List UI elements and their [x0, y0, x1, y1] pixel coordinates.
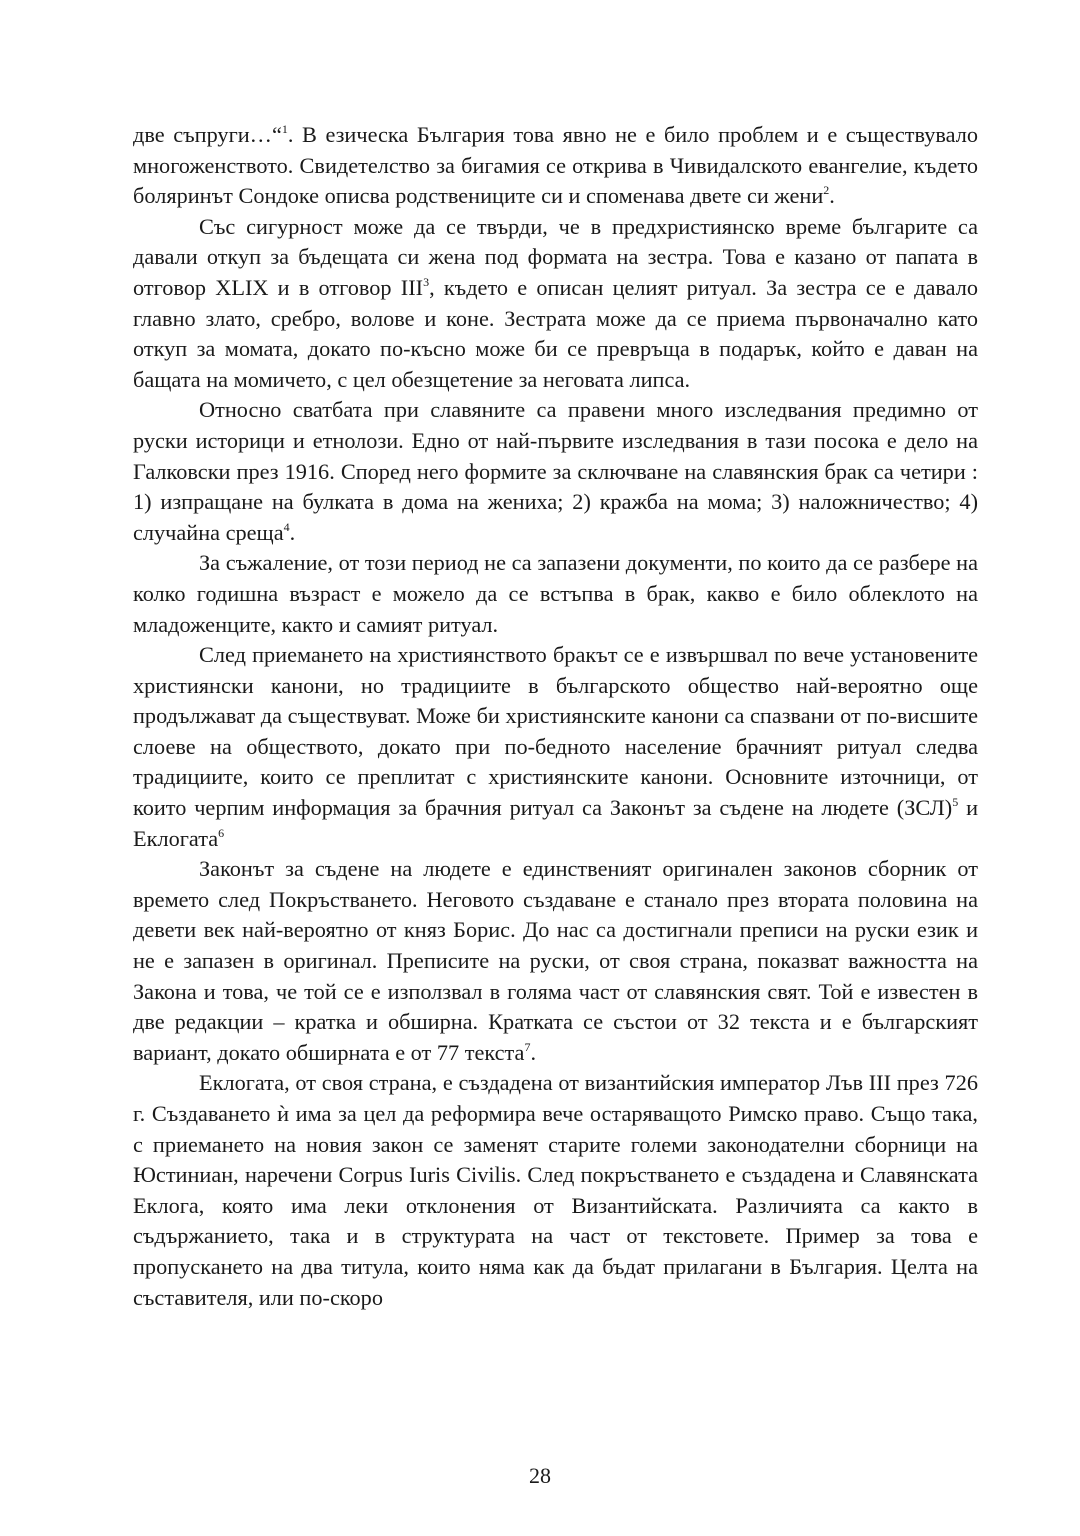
paragraph-2	[133, 212, 978, 396]
paragraph-text: .	[289, 519, 296, 545]
paragraph-text: Еклогата, от своя страна, е създадена от византийския император Лъв III през 726 г. Създаването ѝ има за цел да реформира вече остаряващото Римско право. Също така, с приемането на новия закон се заменят старите големи законодателни сборници на Юстиниан, наречени Corpus Iuris Civilis. След покръстването е създадена и Славянската Еклога, която има леки отклонения от Византийската. Различията са както в съдържанието, така и в структурата на част от текстовете. Пример за това е пропускането на два титула, които няма как да бъдат прилагани в България. Целта на съставителя, или по-скоро	[133, 1070, 978, 1310]
paragraph-7	[133, 1068, 978, 1313]
page-body	[133, 120, 978, 1313]
paragraph-text: За съжаление, от този период не са запазени документи, по които да се разбере на колко годишна възраст е можело да се встъпва в брак, какво е било облеклото на младоженците, както и самият ритуал.	[133, 550, 978, 637]
footnote-marker: 7	[524, 1039, 531, 1054]
paragraph-3	[133, 395, 978, 548]
paragraph-6	[133, 854, 978, 1068]
footnote-marker: 5	[952, 795, 959, 810]
paragraph-4	[133, 548, 978, 640]
paragraph-text: След приемането на християнството бракът се е извършвал по вече установените християнски канони, но традициите в българското общество най-вероятно още продължават да съществуват. Може би християнските канони са спазвани от по-висшите слоеве на обществото, докато при по-бедното население брачният ритуал следва традициите, които се преплитат с християнските канони. Основните източници, от които черпим информация за брачния ритуал са Законът за съдене на людете (ЗСЛ)	[133, 642, 978, 821]
paragraph-1	[133, 120, 978, 212]
paragraph-text: .	[530, 1039, 537, 1065]
paragraph-text: Относно сватбата при славяните са правени много изследвания предимно от руски историци и етнолози. Едно от най-първите изследвания в тази посока е дело на Галковски през 1916. Според него формите за сключване на славянския брак са четири : 1) изпращане на булката в дома на жениха; 2) кражба на мома; 3) наложничество; 4) случайна среща	[133, 397, 978, 545]
paragraph-text: и Еклогата	[133, 795, 979, 851]
paragraph-text: .	[829, 183, 835, 209]
footnote-marker: 3	[423, 274, 430, 289]
footnote-marker: 1	[281, 122, 288, 136]
paragraph-text: две съпруги…“	[133, 122, 282, 147]
footnote-marker: 2	[823, 183, 830, 198]
footnote-marker: 4	[283, 519, 290, 534]
footnote-marker: 6	[218, 825, 225, 840]
paragraph-text: Със сигурност може да се твърди, че в предхристиянско време българите са давали откуп за бъдещата си жена под формата на зестра. Това е казано от папата в отговор XLIX и в отговор III	[133, 213, 978, 300]
paragraph-text: Законът за съдене на людете е единственият оригинален законов сборник от времето след Покръстването. Неговото създаване е станало през втората половина на девети век най-вероятно от княз Борис. До нас са достигнали преписи на руски език и не е запазен в оригинал. Преписите на руски, от своя страна, показват важността на Закона и това, че той се е използвал в голяма част от славянския свят. Той е известен в две редакции – кратка и обширна. Кратката се състои от 32 текста и е българският вариант, докато обширната е от 77 текста	[133, 856, 978, 1065]
paragraph-text: , където е описан целият ритуал. За зестра се е давало главно злато, сребро, волове и коне. Зестрата може да се приема първоначално като откуп за момата, докато по-късно може би се превръща в подарък, който е даван на бащата на момичето, с цел обезщетение за неговата липса.	[133, 274, 979, 392]
paragraph-5	[133, 640, 978, 854]
paragraph-text: . В езическа България това явно не е било проблем и е съществувало многоженството. Свидетелство за бигамия се открива в Чивидалското евангелие, където боляринът Сондоке описва родствениците си и споменава двете си жени	[133, 122, 978, 209]
page-number: 28	[529, 1463, 551, 1488]
